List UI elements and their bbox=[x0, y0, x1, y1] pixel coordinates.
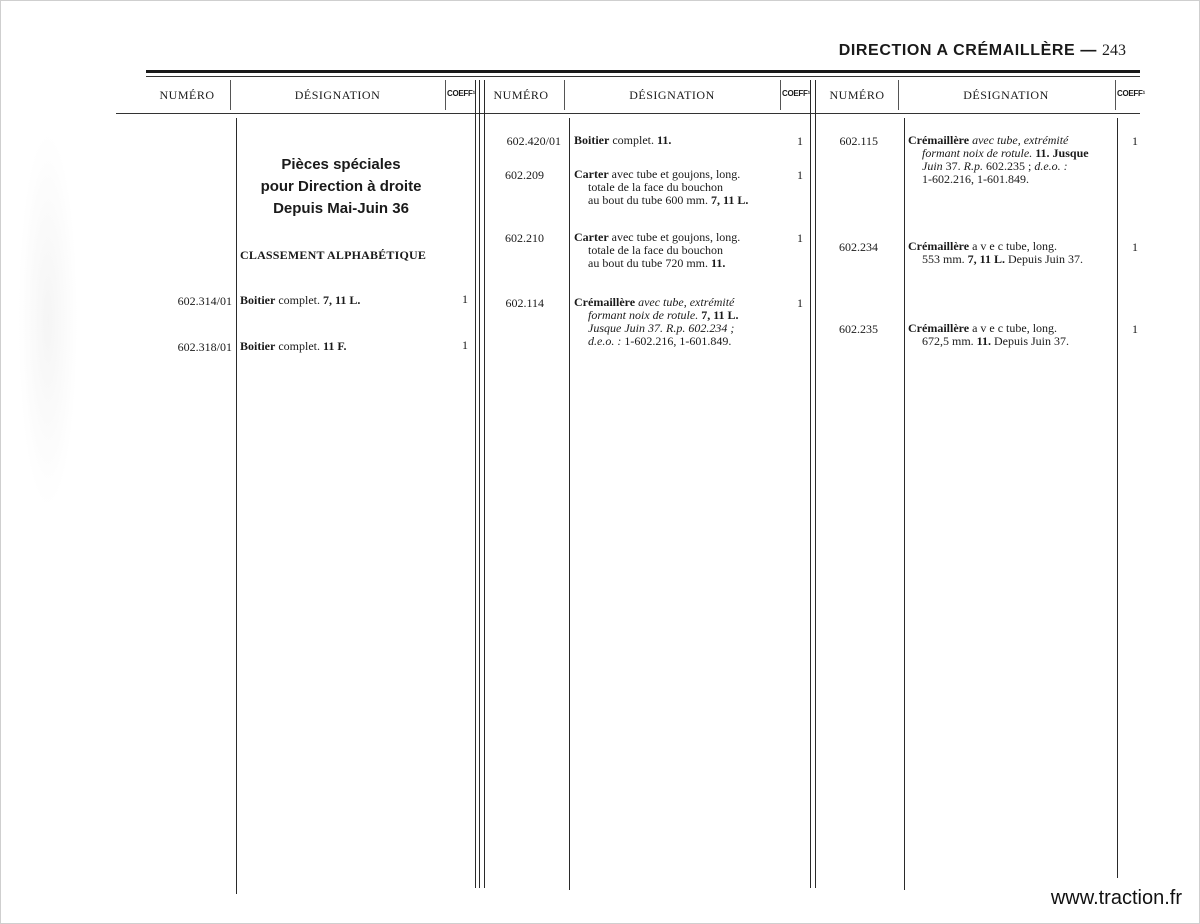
page-number: 243 bbox=[1102, 42, 1126, 59]
part-number: 602.114 bbox=[505, 296, 544, 310]
part-coeff: 1 bbox=[462, 292, 468, 306]
header-separator bbox=[230, 80, 231, 110]
column-rule bbox=[904, 118, 905, 890]
part-designation bbox=[240, 294, 440, 307]
col1-coeff-header: COEFF¹ bbox=[447, 89, 475, 98]
part-models: 11. bbox=[976, 334, 992, 348]
part-text: complet. bbox=[275, 339, 323, 353]
part-number: 602.115 bbox=[839, 134, 878, 148]
part-models: 7, 11 L. bbox=[322, 293, 361, 307]
part-coeff: 1 bbox=[797, 296, 803, 310]
part-number: 602.210 bbox=[505, 231, 544, 245]
part-designation bbox=[908, 322, 1114, 348]
part-designation bbox=[240, 340, 440, 353]
column-divider bbox=[475, 80, 476, 888]
part-models: 7, 11 L. bbox=[711, 193, 749, 207]
site-watermark: www.traction.fr bbox=[1050, 887, 1182, 909]
classement-heading: CLASSEMENT ALPHABÉTIQUE bbox=[240, 248, 427, 262]
part-coeff: 1 bbox=[1132, 134, 1138, 148]
part-text: d.e.o. : bbox=[588, 334, 622, 348]
column-rule bbox=[236, 118, 237, 894]
col2-numero-header: NUMÉRO bbox=[493, 88, 549, 102]
col3-coeff-header: COEFF¹ bbox=[1117, 89, 1145, 98]
part-text: au bout du tube 600 mm. bbox=[588, 193, 711, 207]
part-designation bbox=[574, 168, 780, 207]
header-separator bbox=[780, 80, 781, 110]
section-title: DIRECTION A CRÉMAILLÈRE — bbox=[838, 42, 1097, 59]
header-rule-thin bbox=[146, 76, 1140, 77]
header-separator bbox=[564, 80, 565, 110]
column-rule bbox=[1117, 118, 1118, 878]
special-title-line: pour Direction à droite bbox=[260, 178, 422, 195]
part-name: Crémaillère bbox=[574, 295, 636, 309]
part-text: avec tube et goujons, long. bbox=[608, 230, 741, 244]
part-models: 11 F. bbox=[322, 339, 347, 353]
part-number: 602.314/01 bbox=[177, 294, 232, 308]
part-models: 11. bbox=[656, 133, 672, 147]
header-separator bbox=[1115, 80, 1116, 110]
part-coeff: 1 bbox=[797, 168, 803, 182]
part-name: Crémaillère bbox=[908, 321, 970, 335]
part-text-line bbox=[908, 335, 1114, 348]
part-name: Carter bbox=[574, 230, 609, 244]
scan-smudge bbox=[18, 130, 78, 510]
part-text: 1-602.216, 1-601.849. bbox=[621, 334, 732, 348]
part-text: complet. bbox=[609, 133, 657, 147]
part-coeff: 1 bbox=[797, 134, 803, 148]
column-divider bbox=[815, 80, 816, 888]
part-designation bbox=[908, 240, 1114, 266]
part-designation bbox=[908, 134, 1114, 186]
part-text: Depuis Juin 37. bbox=[991, 334, 1070, 348]
col2-coeff-header: COEFF¹ bbox=[782, 89, 810, 98]
header-separator bbox=[898, 80, 899, 110]
special-title-line: Depuis Mai-Juin 36 bbox=[273, 200, 409, 217]
col3-designation-header: DÉSIGNATION bbox=[963, 88, 1049, 102]
part-designation bbox=[574, 134, 780, 147]
part-coeff: 1 bbox=[462, 338, 468, 352]
col1-designation-header: DÉSIGNATION bbox=[294, 88, 381, 102]
part-coeff: 1 bbox=[1132, 322, 1138, 336]
col3-numero-header: NUMÉRO bbox=[829, 88, 885, 102]
part-text: avec tube, extrémité bbox=[969, 133, 1069, 147]
page-header bbox=[839, 42, 1126, 60]
part-number: 602.420/01 bbox=[506, 134, 561, 148]
part-models: 11. bbox=[711, 256, 726, 270]
part-text: 672,5 mm. bbox=[922, 334, 977, 348]
part-name: Boitier bbox=[240, 293, 276, 307]
part-text: Juin bbox=[922, 159, 943, 173]
column-header-rule bbox=[116, 113, 1140, 114]
part-text: Depuis Juin 37. bbox=[1005, 252, 1084, 266]
part-text: au bout du tube 720 mm. bbox=[588, 256, 711, 270]
special-title-line: Pièces spéciales bbox=[281, 156, 401, 173]
part-number: 602.318/01 bbox=[177, 340, 232, 354]
part-designation bbox=[574, 296, 780, 348]
part-name: Boitier bbox=[240, 339, 276, 353]
part-number: 602.234 bbox=[839, 240, 878, 254]
part-models: 11. Jusque bbox=[1035, 146, 1089, 160]
part-text-line bbox=[574, 257, 780, 270]
part-text: formant noix de rotule. bbox=[922, 146, 1036, 160]
part-text: 1-602.216, 1-601.849. bbox=[922, 172, 1029, 186]
column-divider bbox=[810, 80, 811, 888]
column-divider bbox=[484, 80, 485, 888]
part-models: 7, 11 L. bbox=[701, 308, 739, 322]
part-name: Carter bbox=[574, 167, 609, 181]
col2-designation-header: DÉSIGNATION bbox=[629, 88, 715, 102]
part-text: 553 mm. bbox=[922, 252, 968, 266]
part-number: 602.209 bbox=[505, 168, 544, 182]
part-text: a v e c tube, long. bbox=[969, 239, 1058, 253]
part-text-line bbox=[574, 194, 780, 207]
part-designation bbox=[574, 231, 780, 270]
header-rule-thick bbox=[146, 70, 1140, 73]
part-text: totale de la face du bouchon bbox=[588, 180, 723, 194]
part-name: Boitier bbox=[574, 133, 610, 147]
part-text-line bbox=[574, 335, 780, 348]
part-text: d.e.o. : bbox=[1034, 159, 1068, 173]
part-text-line bbox=[908, 253, 1114, 266]
col1-numero-header: NUMÉRO bbox=[159, 88, 215, 102]
part-coeff: 1 bbox=[1132, 240, 1138, 254]
part-coeff: 1 bbox=[797, 231, 803, 245]
part-text: avec tube et goujons, long. bbox=[608, 167, 741, 181]
part-text: avec tube, extrémité bbox=[635, 295, 735, 309]
special-parts-title bbox=[238, 154, 444, 220]
part-text: 602.235 ; bbox=[983, 159, 1035, 173]
part-text: R.p. bbox=[963, 159, 984, 173]
part-name: Crémaillère bbox=[908, 239, 970, 253]
part-text: Jusque Juin 37. R.p. 602.234 ; bbox=[588, 321, 735, 335]
part-models: 7, 11 L. bbox=[967, 252, 1006, 266]
column-rule bbox=[569, 118, 570, 890]
part-text: formant noix de rotule. bbox=[588, 308, 702, 322]
part-number: 602.235 bbox=[839, 322, 878, 336]
part-text: a v e c tube, long. bbox=[969, 321, 1058, 335]
part-name: Crémaillère bbox=[908, 133, 970, 147]
part-text: 37. bbox=[942, 159, 964, 173]
column-divider bbox=[479, 80, 480, 888]
header-separator bbox=[445, 80, 446, 110]
part-text: complet. bbox=[275, 293, 323, 307]
part-text: totale de la face du bouchon bbox=[588, 243, 723, 257]
